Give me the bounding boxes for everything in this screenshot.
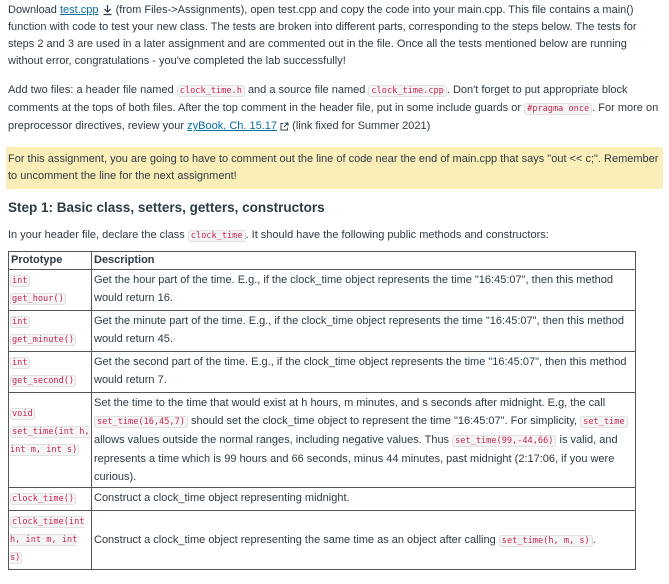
description-cell: Get the hour part of the time. E.g., if the clock_time object represents the time "16:45:07", then this method would return 16. xyxy=(92,270,636,311)
prototype-code: void xyxy=(12,409,33,419)
prototype-code: int xyxy=(12,358,28,368)
desc-code: set_time(99,-44,66) xyxy=(452,435,556,447)
prototype-code: get_minute() xyxy=(12,335,75,345)
desc-code: set_time xyxy=(580,416,627,428)
desc-code: set_time(h, m, s) xyxy=(499,535,593,547)
files-text-4: . For more on preprocessor directives, review your xyxy=(8,102,659,132)
description-cell xyxy=(92,511,636,570)
step1-text-1: In your header file, declare the class xyxy=(8,229,185,241)
files-paragraph xyxy=(8,82,661,135)
prototype-cell xyxy=(9,270,92,311)
prototype-cell xyxy=(9,488,92,511)
clock-time-class-code: clock_time xyxy=(188,230,246,242)
table-row xyxy=(9,311,636,352)
prototype-code: int xyxy=(12,276,28,286)
prototype-cell xyxy=(9,393,92,488)
prototype-code: int xyxy=(12,317,28,327)
external-link-icon xyxy=(280,122,289,131)
table-row xyxy=(9,511,636,570)
prototype-cell xyxy=(9,352,92,393)
desc-text: Set the time to the time that would exist at h hours, m minutes, and s seconds after midnight. E.g, the call xyxy=(94,397,606,409)
methods-table xyxy=(8,251,636,570)
prototype-header: Prototype xyxy=(9,252,92,270)
table-row xyxy=(9,352,636,393)
description-header: Description xyxy=(92,252,636,270)
table-header-row xyxy=(9,252,636,270)
desc-code: set_time(16,45,7) xyxy=(94,416,188,428)
intro-paragraph xyxy=(8,2,661,70)
files-text-2: and a source file named xyxy=(247,84,366,96)
files-text-1: Add two files: a header file named xyxy=(8,84,174,96)
step1-paragraph xyxy=(8,227,661,245)
prototype-code: clock_time(int h, int m, int s) xyxy=(10,517,85,563)
prototype-cell xyxy=(9,511,92,570)
desc-text: allows values outside the normal ranges, including negative values. Thus xyxy=(94,434,450,446)
description-cell xyxy=(92,393,636,488)
description-cell: Get the minute part of the time. E.g., if the clock_time object represents the time "16:45:07", then this method would return 45. xyxy=(92,311,636,352)
prototype-code: clock_time() xyxy=(12,494,75,504)
table-row xyxy=(9,393,636,488)
intro-download-text: Download xyxy=(8,4,57,16)
header-file-code: clock_time.h xyxy=(177,85,245,97)
desc-text: . xyxy=(592,533,596,546)
desc-text: should set the clock_time object to represent the time "16:45:07". For simplicity, xyxy=(191,415,578,427)
files-text-5: (link fixed for Summer 2021) xyxy=(292,120,431,132)
step1-heading: Step 1: Basic class, setters, getters, constructors xyxy=(8,200,325,215)
table-row xyxy=(9,488,636,511)
prototype-code: get_second() xyxy=(12,376,75,386)
desc-text: is valid, and represents a time which is 99 hours and 66 seconds, minus 44 minutes, past midnight (2:17:06, if you were curious). xyxy=(94,434,618,483)
pragma-once-code: #pragma once xyxy=(524,103,592,115)
prototype-code: get_hour() xyxy=(12,294,64,304)
step1-text-2: . It should have the following public methods and constructors: xyxy=(245,229,549,241)
table-row xyxy=(9,270,636,311)
description-cell: Construct a clock_time object representing midnight. xyxy=(92,488,636,511)
prototype-code: set_time(int h, int m, int s) xyxy=(10,427,90,455)
test-cpp-link[interactable]: test.cpp xyxy=(59,4,99,16)
source-file-code: clock_time.cpp xyxy=(368,85,446,97)
desc-text: Construct a clock_time object representing the same time as an object after calling xyxy=(94,533,496,546)
highlight-note: For this assignment, you are going to have to comment out the line of code near the end of main.cpp that says "out << c;". Remember to uncomment the line for the next assignment! xyxy=(6,147,663,189)
prototype-cell xyxy=(9,311,92,352)
download-icon[interactable] xyxy=(102,4,113,16)
zybook-link[interactable]: zyBook, Ch. 15.17 xyxy=(187,120,278,132)
files-text-3: . Don't forget to put appropriate block comments at the tops of both files. After the top comment in the header file, put in some include guards or xyxy=(8,84,628,114)
intro-text: (from Files->Assignments), open test.cpp and copy the code into your main.cpp. This file contains a main() function with code to test your new class. The tests are broken into different parts, corresponding to the steps below. The tests for steps 2 and 3 are used in a later assignment and are commented out in the file. Once all the tests mentioned below are running without error, congratulations - you've completed the lab successfully! xyxy=(8,4,637,67)
description-cell: Get the second part of the time. E.g., if the clock_time object represents the time "16:45:07", then this method would return 7. xyxy=(92,352,636,393)
